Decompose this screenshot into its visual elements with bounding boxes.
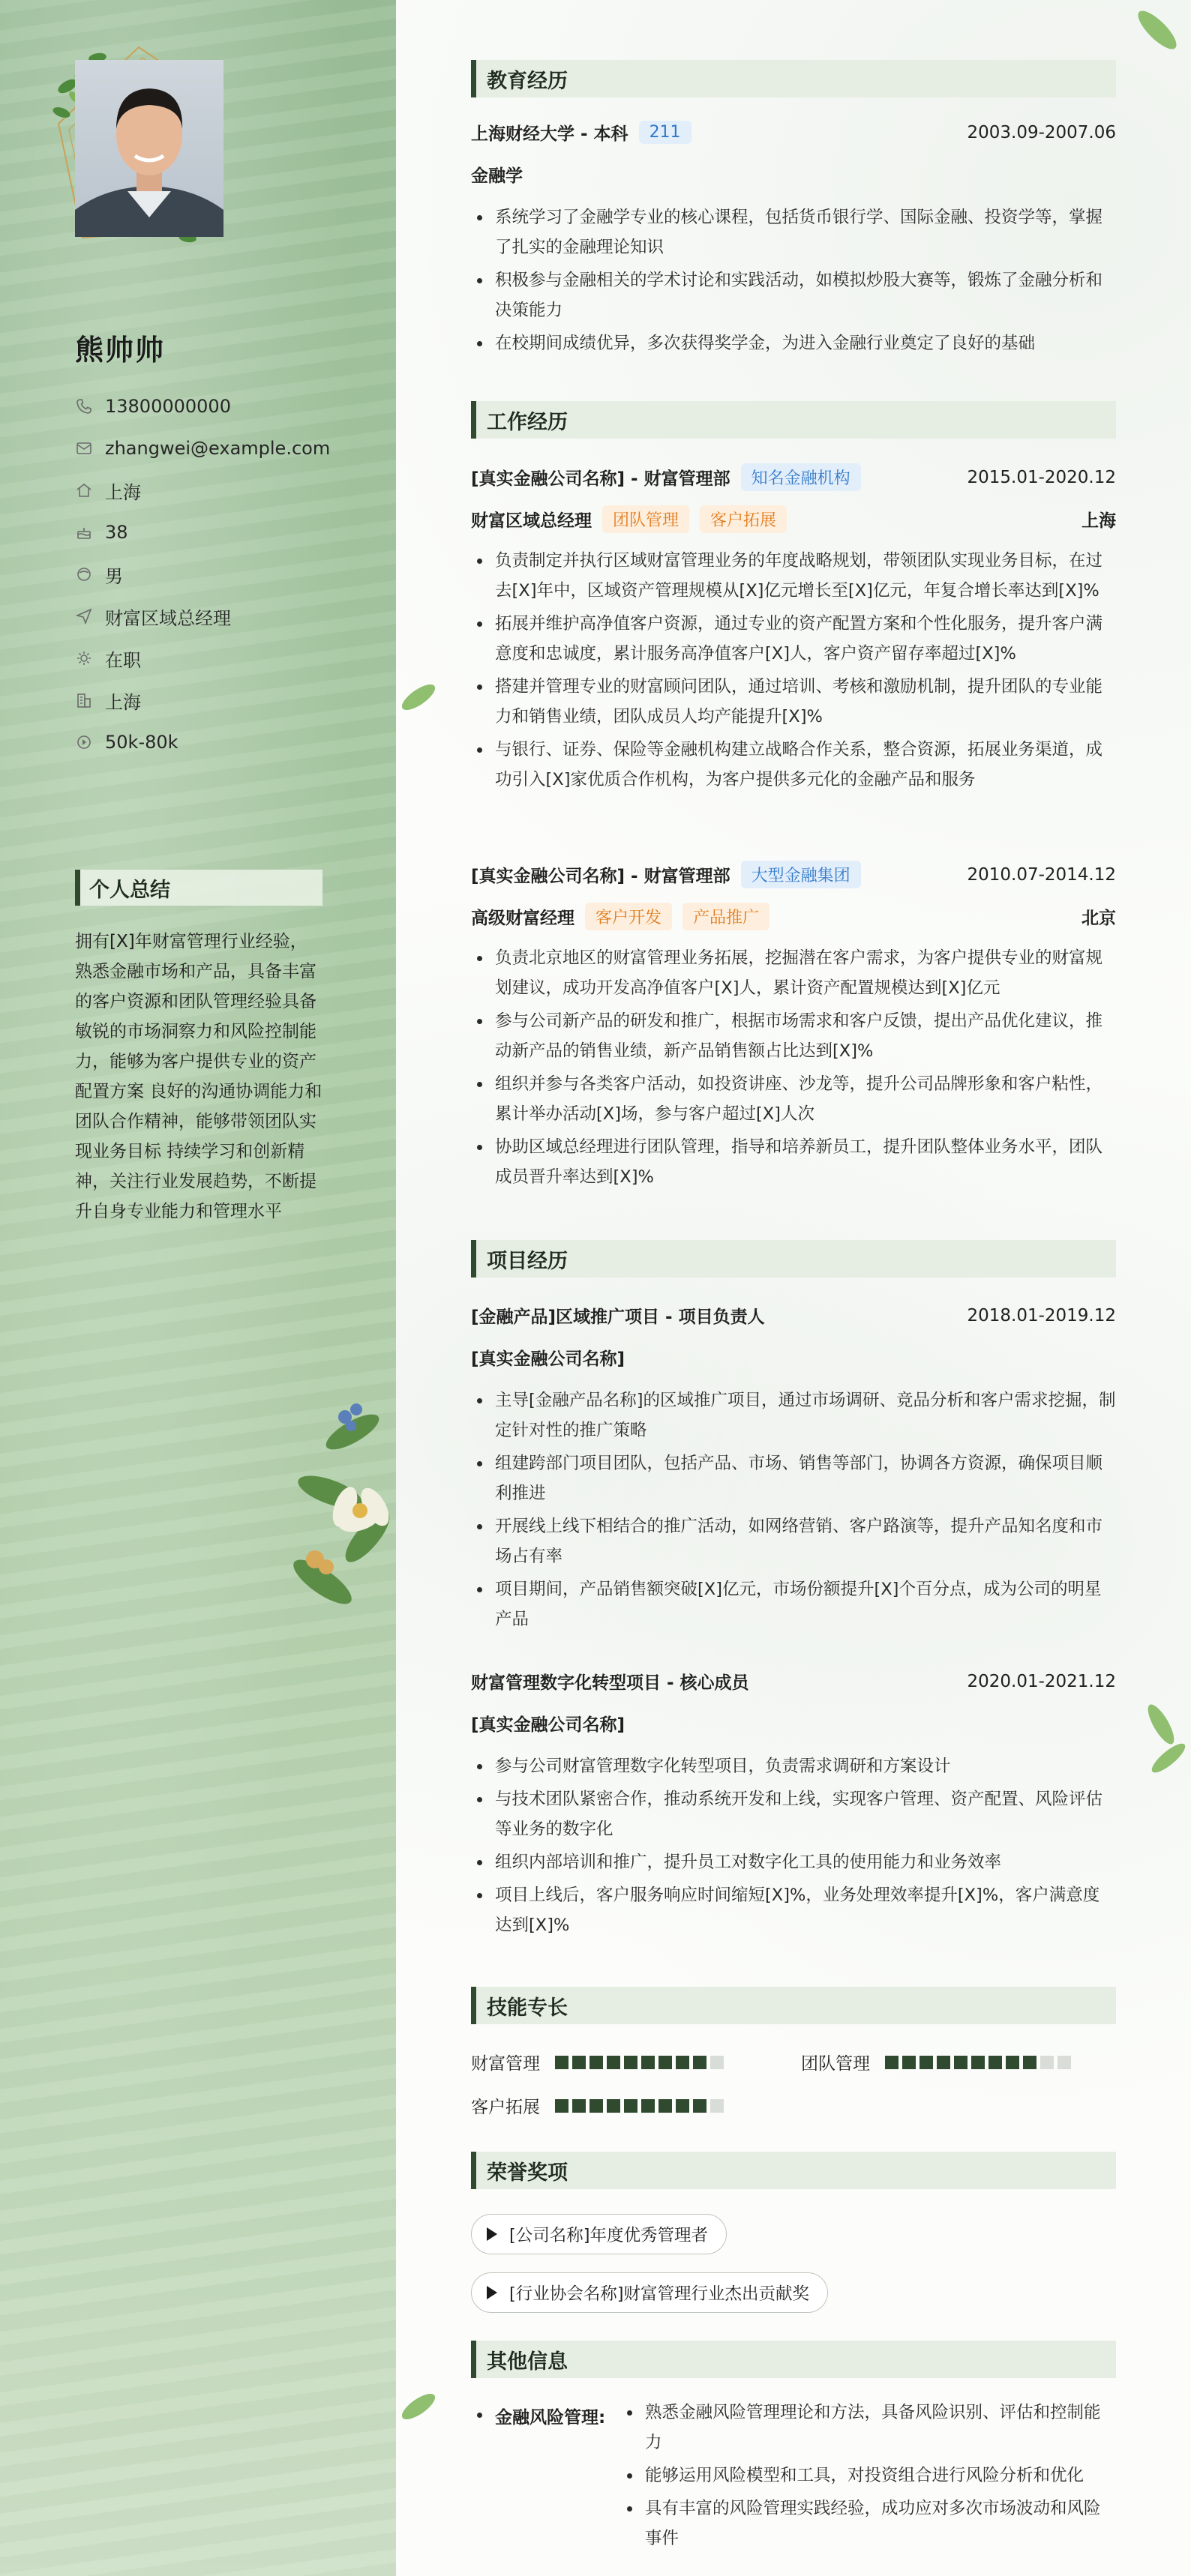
- list-item: 具有丰富的风险管理实践经验，成功应对多次市场波动和风险事件: [621, 2494, 1116, 2554]
- job-1-date: 2015.01-2020.12: [967, 467, 1116, 487]
- project-2-name: 财富管理数字化转型项目 - 核心成员: [471, 1673, 749, 1693]
- sidebar: [0, 0, 396, 2576]
- project-1-company-row: [471, 1345, 1116, 1370]
- avatar: [75, 60, 224, 237]
- skill-level-segment: [658, 2056, 672, 2069]
- info-age: [75, 511, 330, 553]
- skill-level-segment: [607, 2099, 620, 2113]
- list-item: 与技术团队紧密合作，推动系统开发和上线，实现客户管理、资产配置、风险评估等业务的数字化: [471, 1784, 1116, 1844]
- info-location-text: 上海: [105, 481, 141, 503]
- list-item: 搭建并管理专业的财富顾问团队，通过培训、考核和激励机制，提升团队的专业能力和销售业绩，团队成员人均产能提升[X]%: [471, 672, 1116, 732]
- status-icon: [75, 649, 93, 667]
- skill-level-segment: [607, 2056, 620, 2069]
- summary-text: 拥有[X]年财富管理行业经验，熟悉金融市场和产品，具备丰富的客户资源和团队管理经验具备敏锐的市场洞察力和风险控制能力，能够为客户提供专业的资产配置方案 良好的沟通协调能力和团队合作精神，能够带领团队实现业务目标 持续学习和创新精神，关注行业发展趋势，不断提升自身专业能力和管理水平: [75, 932, 322, 1221]
- work-section-title: 工作经历: [471, 401, 1116, 439]
- skill-level-segment: [988, 2056, 1002, 2069]
- skill-level-segment: [1040, 2056, 1054, 2069]
- list-item: 熟悉金融风险管理理论和方法，具备风险识别、评估和控制能力: [621, 2398, 1116, 2458]
- job-2-role-row: [471, 903, 1116, 930]
- info-target-city-text: 上海: [105, 691, 141, 713]
- main-content: [396, 0, 1191, 2576]
- info-phone-text: 13800000000: [105, 396, 231, 417]
- awards-section-title: 荣誉奖项: [471, 2152, 1116, 2189]
- list-item: 负责北京地区的财富管理业务拓展，挖掘潜在客户需求，为客户提供专业的财富规划建议，成功开发高净值客户[X]人，累计资产配置规模达到[X]亿元: [471, 943, 1116, 1003]
- skill-level-segment: [555, 2099, 568, 2113]
- skill-name: 团队管理: [801, 2054, 870, 2074]
- skill-level-segment: [971, 2056, 985, 2069]
- project-1-date: 2018.01-2019.12: [967, 1305, 1116, 1325]
- job-2-tag: 大型金融集团: [741, 861, 861, 888]
- education-major: 金融学: [471, 166, 523, 186]
- skill-level-segment: [641, 2056, 655, 2069]
- job-2-skill-tag: 客户开发: [585, 903, 672, 930]
- info-gender-text: 男: [105, 565, 123, 587]
- info-location: [75, 469, 330, 511]
- play-icon: [487, 2227, 497, 2241]
- age-icon: [75, 523, 93, 541]
- skill-item: [471, 2050, 724, 2074]
- building-icon: [75, 691, 93, 709]
- skill-item: [471, 2093, 724, 2118]
- list-item: 组建跨部门项目团队，包括产品、市场、销售等部门，协调各方资源，确保项目顺利推进: [471, 1448, 1116, 1508]
- project-1-header: [471, 1303, 1116, 1328]
- skill-level-segment: [954, 2056, 968, 2069]
- project-2-company: [真实金融公司名称]: [471, 1715, 626, 1735]
- skill-level-bar: [885, 2056, 1071, 2069]
- leaf-icon: [1131, 1694, 1191, 1784]
- skill-level-segment: [937, 2056, 950, 2069]
- list-item: 组织内部培训和推广，提升员工对数字化工具的使用能力和业务效率: [471, 1847, 1116, 1877]
- skill-level-segment: [885, 2056, 898, 2069]
- play-icon: [487, 2286, 497, 2299]
- info-salary-text: 50k-80k: [105, 732, 178, 753]
- job-2-role: 高级财富经理: [471, 909, 574, 928]
- job-2-header: [471, 861, 1116, 888]
- candidate-name: 熊帅帅: [75, 334, 166, 367]
- list-item: 组织并参与各类客户活动，如投资讲座、沙龙等，提升公司品牌形象和客户粘性，累计举办活动[X]场，参与客户超过[X]人次: [471, 1069, 1116, 1129]
- other-section-title: 其他信息: [471, 2341, 1116, 2378]
- education-school: 上海财经大学 - 本科: [471, 124, 628, 144]
- skill-level-segment: [624, 2056, 638, 2069]
- skill-level-segment: [710, 2099, 724, 2113]
- mail-icon: [75, 439, 93, 457]
- info-salary: [75, 721, 330, 763]
- send-icon: [75, 607, 93, 625]
- job-2-company: [真实金融公司名称] - 财富管理部: [471, 867, 730, 886]
- job-1-tag: 知名金融机构: [741, 463, 861, 491]
- projects-section-title: 项目经历: [471, 1240, 1116, 1278]
- job-2-city: 北京: [1082, 909, 1116, 928]
- other-label: 金融风险管理:: [471, 2404, 605, 2428]
- skill-level-segment: [624, 2099, 638, 2113]
- skill-name: 财富管理: [471, 2054, 540, 2074]
- skill-level-bar: [555, 2099, 724, 2113]
- education-major-row: [471, 162, 1116, 187]
- job-1-city: 上海: [1082, 511, 1116, 531]
- skill-level-segment: [1023, 2056, 1036, 2069]
- education-date: 2003.09-2007.06: [967, 122, 1116, 142]
- skill-level-segment: [676, 2099, 689, 2113]
- list-item: 项目期间，产品销售额突破[X]亿元，市场份额提升[X]个百分点，成为公司的明星产品: [471, 1574, 1116, 1634]
- list-item: 与银行、证券、保险等金融机构建立战略合作关系，整合资源，拓展业务渠道，成功引入[X]家优质合作机构，为客户提供多元化的金融产品和服务: [471, 735, 1116, 795]
- job-2-date: 2010.07-2014.12: [967, 864, 1116, 885]
- list-item: 项目上线后，客户服务响应时间缩短[X]%，业务处理效率提升[X]%，客户满意度达到[X]%: [471, 1880, 1116, 1940]
- education-header: [471, 120, 1116, 145]
- award-text: [行业协会名称]财富管理行业杰出贡献奖: [509, 2284, 810, 2304]
- skill-level-segment: [920, 2056, 933, 2069]
- project-2-bullets: [471, 1751, 1116, 1943]
- list-item: 系统学习了金融学专业的核心课程，包括货币银行学、国际金融、投资学等，掌握了扎实的金融理论知识: [471, 202, 1116, 262]
- info-phone: [75, 385, 330, 427]
- list-item: 参与公司新产品的研发和推广，根据市场需求和客户反馈，提出产品优化建议，推动新产品的销售业绩，新产品销售额占比达到[X]%: [471, 1006, 1116, 1066]
- skill-level-segment: [902, 2056, 916, 2069]
- info-status: [75, 637, 330, 679]
- skill-level-segment: [658, 2099, 672, 2113]
- info-target-city: [75, 679, 330, 721]
- salary-icon: [75, 733, 93, 751]
- award-item: [471, 2214, 727, 2254]
- skill-level-segment: [590, 2099, 603, 2113]
- award-text: [公司名称]年度优秀管理者: [509, 2226, 709, 2245]
- skill-level-segment: [572, 2099, 586, 2113]
- job-1-header: [471, 463, 1116, 491]
- leaf-icon: [396, 2384, 441, 2429]
- project-2-date: 2020.01-2021.12: [967, 1671, 1116, 1691]
- job-1-role: 财富区域总经理: [471, 511, 592, 531]
- job-1-role-row: [471, 505, 1116, 533]
- skill-level-segment: [1006, 2056, 1019, 2069]
- leaf-icon: [396, 675, 441, 720]
- info-email: [75, 427, 330, 469]
- summary-section-title: 个人总结: [75, 870, 322, 906]
- list-item: 协助区域总经理进行团队管理，指导和培养新员工，提升团队整体业务水平，团队成员晋升率达到[X]%: [471, 1132, 1116, 1192]
- info-position-text: 财富区域总经理: [105, 607, 231, 629]
- skill-level-segment: [693, 2099, 706, 2113]
- phone-icon: [75, 397, 93, 415]
- skill-item: [801, 2050, 1071, 2074]
- list-item: 主导[金融产品名称]的区域推广项目，通过市场调研、竞品分析和客户需求挖掘，制定针对性的推广策略: [471, 1385, 1116, 1445]
- list-item: 负责制定并执行区域财富管理业务的年度战略规划，带领团队实现业务目标，在过去[X]年中，区域资产管理规模从[X]亿元增长至[X]亿元，年复合增长率达到[X]%: [471, 546, 1116, 606]
- award-item: [471, 2272, 828, 2313]
- list-item: 能够运用风险模型和工具，对投资组合进行风险分析和优化: [621, 2461, 1116, 2491]
- skill-level-segment: [572, 2056, 586, 2069]
- home-icon: [75, 481, 93, 499]
- skill-level-segment: [676, 2056, 689, 2069]
- job-1-skill-tag: 团队管理: [602, 505, 689, 533]
- list-item: 拓展并维护高净值客户资源，通过专业的资产配置方案和个性化服务，提升客户满意度和忠诚度，累计服务高净值客户[X]人，客户资产留存率超过[X]%: [471, 609, 1116, 669]
- job-1-company: [真实金融公司名称] - 财富管理部: [471, 469, 730, 489]
- project-1-company: [真实金融公司名称]: [471, 1349, 626, 1369]
- skill-level-segment: [1058, 2056, 1071, 2069]
- skill-level-segment: [641, 2099, 655, 2113]
- flower-decoration-icon: [270, 1387, 396, 1634]
- info-email-text: zhangwei@example.com: [105, 438, 331, 459]
- list-item: 参与公司财富管理数字化转型项目，负责需求调研和方案设计: [471, 1751, 1116, 1781]
- project-2-company-row: [471, 1711, 1116, 1736]
- job-1-bullets: [471, 546, 1116, 798]
- list-item: 积极参与金融相关的学术讨论和实践活动，如模拟炒股大赛等，锻炼了金融分析和决策能力: [471, 265, 1116, 325]
- education-tag: 211: [639, 121, 692, 144]
- skill-level-segment: [693, 2056, 706, 2069]
- skills-section-title: 技能专长: [471, 1987, 1116, 2024]
- job-2-bullets: [471, 943, 1116, 1195]
- education-bullets: [471, 202, 1116, 361]
- info-age-text: 38: [105, 522, 128, 543]
- skill-level-segment: [590, 2056, 603, 2069]
- job-1-skill-tag: 客户拓展: [700, 505, 787, 533]
- project-2-header: [471, 1669, 1116, 1694]
- job-2-skill-tag: 产品推广: [682, 903, 770, 930]
- leaf-icon: [1124, 0, 1191, 67]
- education-section-title: 教育经历: [471, 60, 1116, 97]
- skill-level-segment: [710, 2056, 724, 2069]
- project-1-bullets: [471, 1385, 1116, 1637]
- contact-info-list: [75, 385, 330, 763]
- info-gender: [75, 553, 330, 595]
- list-item: 在校期间成绩优异，多次获得奖学金，为进入金融行业奠定了良好的基础: [471, 328, 1116, 358]
- skill-level-bar: [555, 2056, 724, 2069]
- skill-name: 客户拓展: [471, 2098, 540, 2117]
- gender-icon: [75, 565, 93, 583]
- list-item: 开展线上线下相结合的推广活动，如网络营销、客户路演等，提升产品知名度和市场占有率: [471, 1511, 1116, 1571]
- other-bullets: [621, 2398, 1116, 2557]
- info-position: [75, 595, 330, 637]
- skill-level-segment: [555, 2056, 568, 2069]
- project-1-name: [金融产品]区域推广项目 - 项目负责人: [471, 1307, 765, 1327]
- info-status-text: 在职: [105, 649, 141, 671]
